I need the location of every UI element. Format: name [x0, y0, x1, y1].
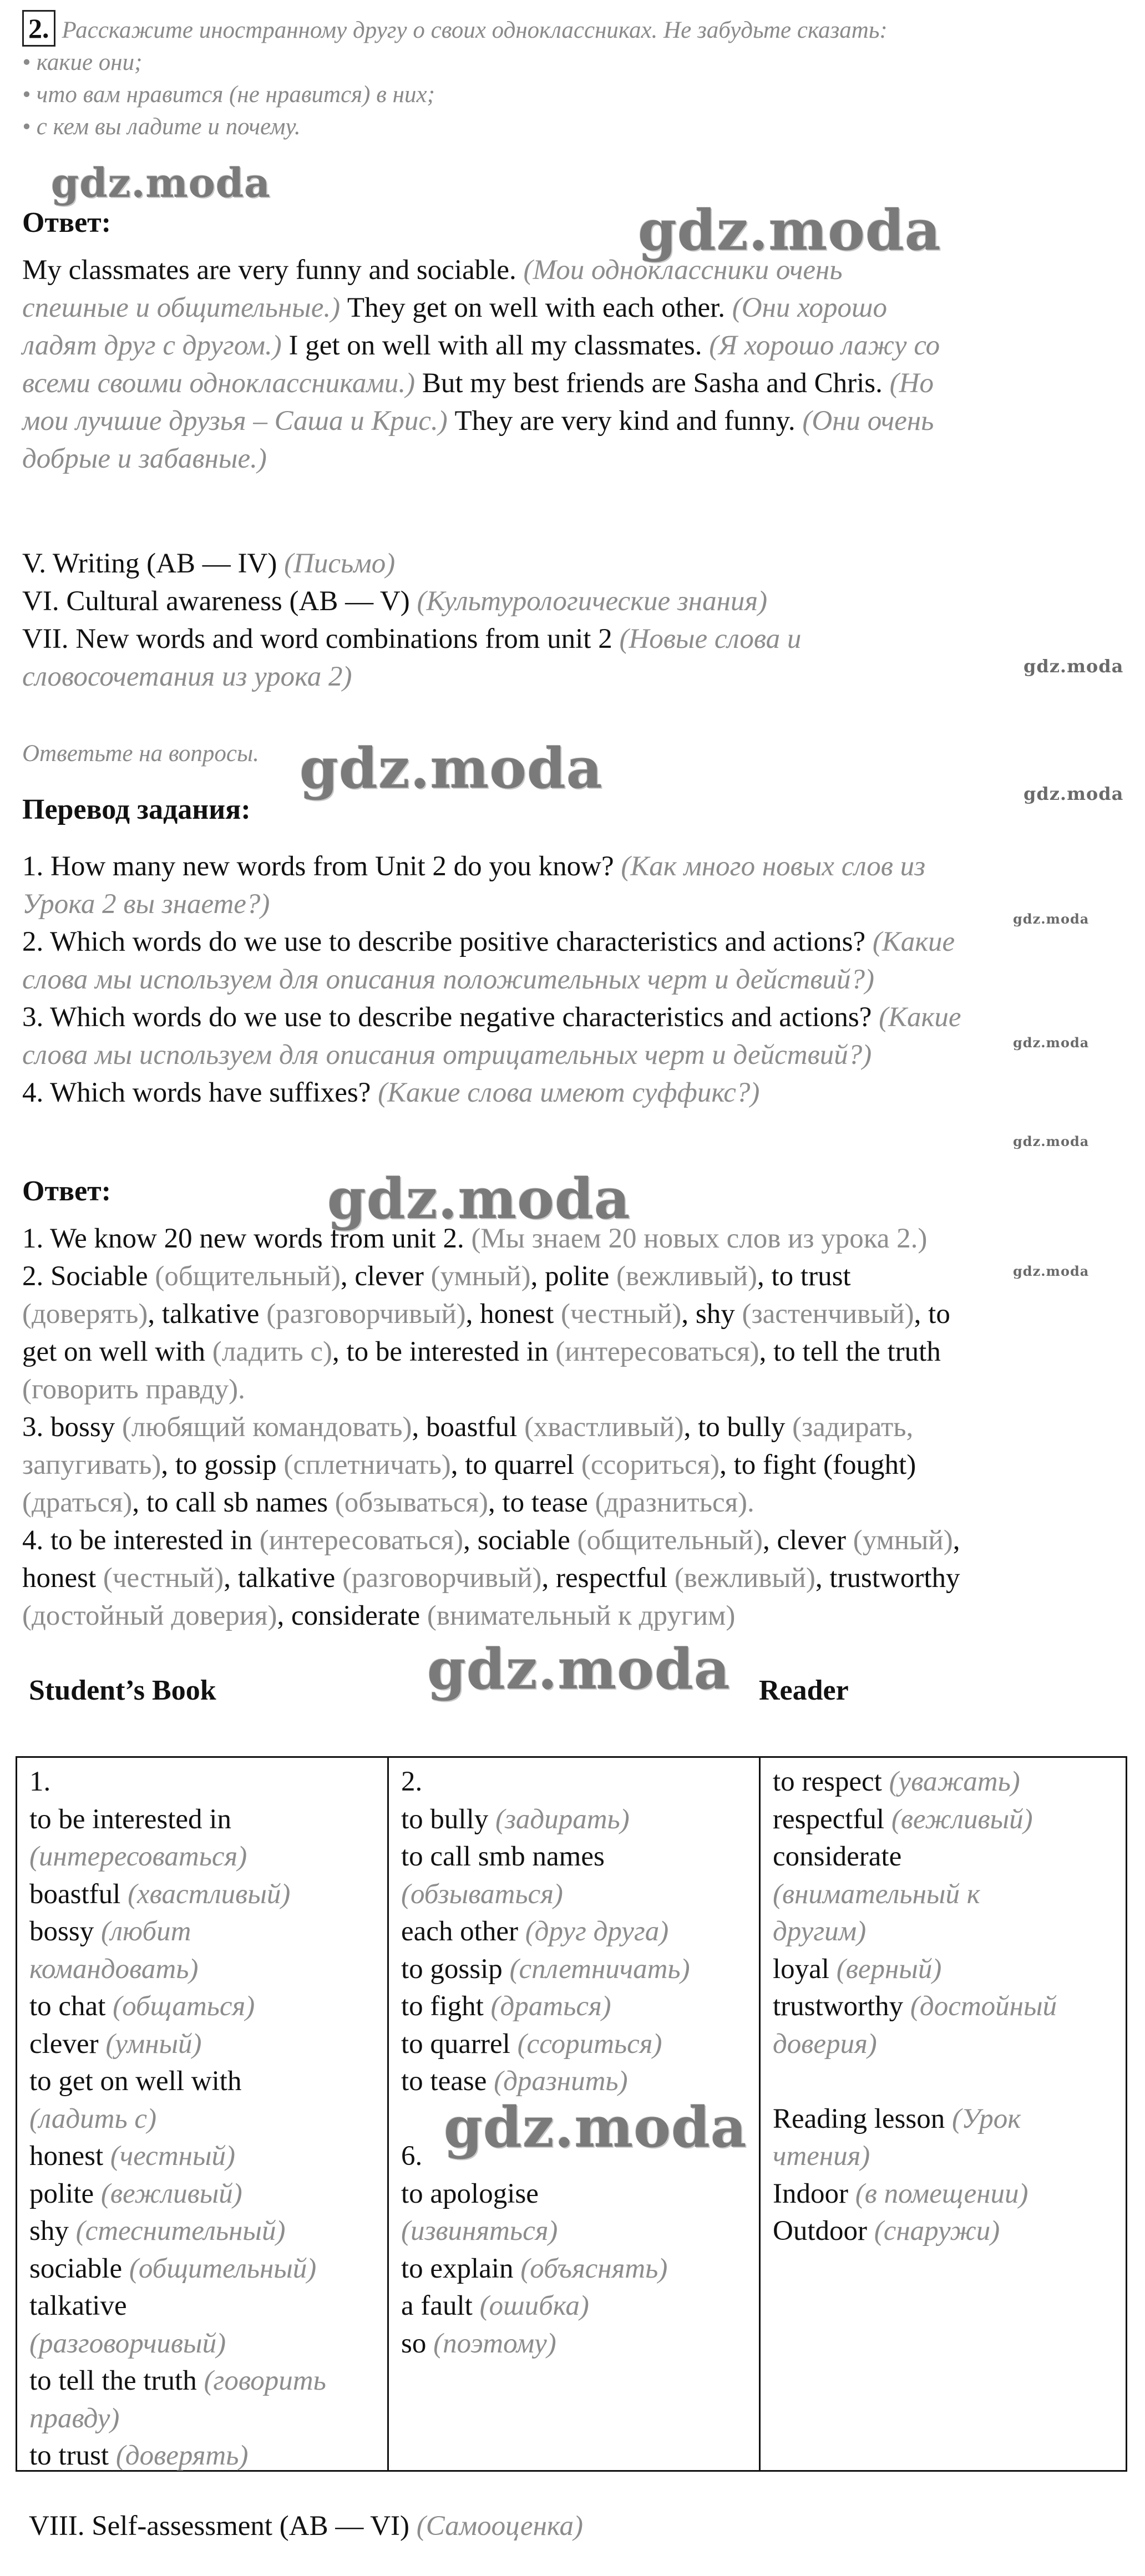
english-text: , boastful	[412, 1412, 525, 1443]
text-line	[29, 2138, 387, 2176]
translation-text: (доверять)	[22, 1299, 148, 1330]
english-text: honest	[22, 1563, 103, 1594]
english-text: , talkative	[148, 1299, 267, 1330]
text-line	[22, 1371, 1121, 1408]
text-line	[29, 2437, 387, 2475]
watermark: gdz.moda	[444, 2095, 747, 2160]
translation-text: (Но	[889, 368, 934, 399]
text-line	[22, 1597, 1121, 1635]
translation-text: доверия)	[773, 2028, 877, 2060]
translation-text: (внимательный к другим)	[427, 1600, 736, 1631]
text-line	[22, 885, 1121, 923]
translation-text: (сплетничать)	[283, 1449, 451, 1480]
text-line	[22, 1295, 1121, 1333]
text-line	[22, 656, 1124, 696]
text-line	[29, 2507, 1127, 2545]
task-number: 2.	[22, 10, 55, 47]
english-text: , talkative	[224, 1563, 343, 1594]
text-line	[29, 1763, 387, 1801]
english-text: considerate	[773, 1841, 902, 1872]
answer-1-heading-block	[22, 205, 1121, 241]
text-line	[401, 2213, 759, 2250]
text-line	[773, 1838, 1127, 1876]
english-text: , clever	[762, 1525, 853, 1556]
watermark: gdz.moda	[1013, 911, 1090, 927]
text-line	[22, 1408, 1121, 1446]
translation-text: командовать)	[29, 1953, 199, 1985]
english-text: , to gossip	[161, 1449, 284, 1480]
english-text: respectful	[773, 1803, 891, 1835]
english-text: 1. We know 20 new words from unit 2.	[22, 1223, 472, 1254]
text-line	[773, 1913, 1127, 1951]
english-text: But my best friends are Sasha and Chris.	[422, 368, 890, 399]
text-line	[29, 2325, 387, 2363]
text-line	[29, 2176, 387, 2213]
text-line	[29, 2362, 387, 2400]
translation-text: слова мы используем для описания положительных черт и действий?)	[22, 964, 875, 995]
watermark: gdz.moda	[327, 1166, 631, 1231]
translation-text: (сплетничать)	[509, 1953, 690, 1985]
translation-text: всеми своими одноклассниками.)	[22, 368, 422, 399]
text-line	[773, 1951, 1127, 1989]
text-line	[22, 1559, 1121, 1597]
english-text: , respectful	[541, 1563, 675, 1594]
text-line	[401, 1838, 759, 1876]
english-text: to gossip	[401, 1953, 510, 1985]
translation-text: (умный)	[430, 1261, 531, 1292]
answer-heading: Ответ:	[22, 207, 112, 239]
translation-text: (ссориться)	[517, 2028, 662, 2060]
english-text: , shy	[681, 1299, 742, 1330]
english-text: to chat	[29, 1991, 113, 2022]
english-text: , to bully	[683, 1412, 793, 1443]
text-line	[22, 327, 1121, 364]
english-text: , trustworthy	[815, 1563, 960, 1594]
watermark: gdz.moda	[1013, 1035, 1090, 1051]
english-text: to get on well with	[29, 2066, 242, 2097]
translation-text: (дразниться).	[595, 1487, 754, 1518]
text-line	[29, 2213, 387, 2250]
text-line	[773, 1988, 1127, 2026]
translation-text: (любящий командовать)	[121, 1412, 412, 1443]
english-text: boastful	[29, 1878, 128, 1910]
watermark: gdz.moda	[427, 1636, 731, 1702]
translation-text: (Урок	[951, 2103, 1021, 2134]
translation-text: (обзываться)	[401, 1878, 563, 1910]
english-text: , to fight (fought)	[720, 1449, 916, 1480]
english-text: a fault	[401, 2290, 480, 2321]
translation-text: (умный)	[105, 2028, 202, 2060]
english-text: 3. bossy	[22, 1412, 122, 1443]
translation-text: (интересоваться)	[555, 1336, 759, 1367]
translation-text: (задирать,	[792, 1412, 914, 1443]
text-line	[29, 1913, 387, 1951]
translation-text: (внимательный к	[773, 1878, 980, 1910]
text-line	[773, 2063, 1127, 2101]
translation-text: (Письмо)	[284, 548, 396, 579]
english-text: 6.	[401, 2141, 423, 2172]
translation-text: (снаружи)	[874, 2215, 1000, 2247]
questions-list	[22, 848, 1121, 1112]
english-text: 4. Which words have suffixes?	[22, 1077, 378, 1108]
text-line	[773, 2213, 1127, 2250]
translation-text: (ссориться)	[581, 1449, 720, 1480]
english-text: , to tell the truth	[759, 1336, 941, 1367]
text-line	[22, 289, 1121, 327]
english-text: , to call sb names	[132, 1487, 335, 1518]
text-line	[29, 2400, 387, 2438]
text-line	[773, 2176, 1127, 2213]
english-text: to tease	[401, 2066, 494, 2097]
translation-text: (честный)	[103, 1563, 224, 1594]
english-text: trustworthy	[773, 1991, 910, 2022]
translation-text: (Какие	[879, 1002, 961, 1033]
english-text: They get on well with each other.	[347, 292, 732, 323]
translation-text: (уважать)	[889, 1766, 1020, 1797]
translation-text: (верный)	[836, 1953, 942, 1985]
translation-text: (Я хорошо лажу со	[709, 330, 940, 361]
translation-text: (общительный)	[577, 1525, 763, 1556]
text-line	[29, 1876, 387, 1914]
english-text: to explain	[401, 2253, 521, 2284]
english-text: 2. Which words do we use to describe positive characteristics and actions?	[22, 926, 873, 957]
translation-text: (Как много новых слов из	[621, 851, 925, 882]
footer-block	[29, 2507, 1127, 2545]
translation-text: запугивать)	[22, 1449, 161, 1480]
text-line	[773, 2026, 1127, 2063]
english-text: I get on well with all my classmates.	[288, 330, 710, 361]
english-text: sociable	[29, 2253, 129, 2284]
translation-text: (умный)	[853, 1525, 953, 1556]
translation-text: другим)	[773, 1916, 867, 1947]
translation-text: (Мы знаем 20 новых слов из урока 2.)	[471, 1223, 928, 1254]
text-line	[22, 620, 1121, 658]
text-line	[22, 998, 1121, 1036]
english-text: polite	[29, 2178, 101, 2209]
english-text: to tell the truth	[29, 2365, 204, 2396]
translation-text: (Они очень	[802, 405, 934, 437]
english-text: to call smb names	[401, 1841, 605, 1872]
translation-text: (общительный)	[129, 2253, 317, 2284]
translation-text: (вежливый)	[891, 1803, 1033, 1835]
translation-text: (поэтому)	[433, 2327, 556, 2359]
translation-text: слова мы используем для описания отрицательных черт и действий?)	[22, 1039, 872, 1071]
english-text: V. Writing (AB — IV)	[22, 548, 285, 579]
text-line	[29, 1988, 387, 2026]
translation-text: (друг друга)	[525, 1916, 669, 1947]
text-line	[22, 545, 1121, 582]
table-header-left-block	[29, 1673, 473, 1708]
english-text: clever	[29, 2028, 106, 2060]
text-line	[773, 1763, 1127, 1801]
text-line	[401, 2176, 759, 2213]
translation-text: (говорить правду).	[22, 1374, 245, 1405]
text-line	[22, 1522, 1121, 1559]
english-text: 2. Sociable	[22, 1261, 155, 1292]
english-text: Outdoor	[773, 2215, 874, 2247]
text-line	[29, 1838, 387, 1876]
english-text: to trust	[29, 2440, 116, 2471]
english-text: , clever	[340, 1261, 431, 1292]
english-text: , polite	[530, 1261, 616, 1292]
translation-text: (любит	[100, 1916, 191, 1947]
translation-text: (задирать)	[495, 1803, 630, 1835]
translation-text: добрые и забавные.)	[22, 443, 267, 474]
task-bullet: • что вам нравится (не нравится) в них;	[22, 82, 435, 108]
task-bullet: • какие они;	[22, 49, 143, 75]
watermark: gdz.moda	[1024, 656, 1124, 677]
english-text: ,	[953, 1525, 960, 1556]
english-text: to quarrel	[401, 2028, 518, 2060]
english-text: , to be interested in	[332, 1336, 556, 1367]
text-line	[22, 923, 1121, 961]
text-line	[22, 961, 1121, 998]
task-instruction: 2. Расскажите иностранному другу о своих одноклассниках. Не забудьте сказать:	[22, 10, 1121, 47]
translation-text: словосочетания из урока 2)	[22, 661, 352, 692]
text-line	[22, 440, 1121, 478]
text-line	[29, 2026, 387, 2063]
table-header-reader: Reader	[759, 1675, 849, 1706]
english-text: My classmates are very funny and sociable.	[22, 255, 524, 286]
text-line	[29, 2288, 387, 2325]
translation-text: (ошибка)	[479, 2290, 589, 2321]
text-line	[401, 1763, 759, 1801]
english-text: 1. How many new words from Unit 2 do you know?	[22, 851, 621, 882]
translation-text: (Они хорошо	[732, 292, 888, 323]
translation-text: (Какие	[872, 926, 955, 957]
text-line	[401, 2026, 759, 2063]
text-line	[401, 2325, 759, 2363]
translation-text: (разговорчивый)	[342, 1563, 542, 1594]
translation-text: (дразнить)	[494, 2066, 628, 2097]
english-text: VIII. Self-assessment (AB — VI)	[29, 2511, 417, 2542]
watermark: gdz.moda	[300, 736, 603, 801]
english-text: VI. Cultural awareness (AB — V)	[22, 586, 417, 617]
english-text: 4. to be interested in	[22, 1525, 260, 1556]
translation-text: (извиняться)	[401, 2215, 558, 2247]
english-text: , to	[914, 1299, 950, 1330]
translation-text: (доверять)	[115, 2440, 249, 2471]
english-text: to apologise	[401, 2178, 539, 2209]
translation-text: (хвастливый)	[524, 1412, 684, 1443]
watermark: gdz.moda	[1013, 1263, 1090, 1279]
english-text: so	[401, 2327, 434, 2359]
english-text: talkative	[29, 2290, 127, 2321]
text-line	[29, 2250, 387, 2288]
text-line	[401, 1988, 759, 2026]
answer-heading: Ответ:	[22, 1175, 112, 1207]
translation-text: правду)	[29, 2402, 120, 2434]
translation-text: (хвастливый)	[128, 1878, 291, 1910]
watermark: gdz.moda	[1024, 783, 1124, 804]
text-line	[401, 1876, 759, 1914]
task-bullet: • с кем вы ладите и почему.	[22, 114, 301, 140]
translation-text: (объяснять)	[520, 2253, 668, 2284]
text-line	[773, 2101, 1127, 2138]
text-line	[22, 1036, 1121, 1074]
text-line	[22, 364, 1121, 402]
vocabulary-column-3	[761, 1758, 1127, 2470]
english-text: They are very kind and funny.	[454, 405, 803, 437]
english-text: 2.	[401, 1766, 423, 1797]
text-line	[22, 848, 1121, 885]
text-line	[29, 2101, 387, 2138]
english-text: honest	[29, 2141, 110, 2172]
answer-2-text	[22, 1220, 1121, 1635]
text-line	[29, 1951, 387, 1989]
translation-text: (говорить	[204, 2365, 326, 2396]
text-line	[22, 582, 1121, 620]
text-line	[773, 2138, 1127, 2176]
english-text: , considerate	[277, 1600, 427, 1631]
translation-text: (Мои одноклассники очень	[523, 255, 843, 286]
translation-text: (стеснительный)	[75, 2215, 286, 2247]
text-line	[22, 1333, 1121, 1371]
translation-text: (интересоваться)	[259, 1525, 464, 1556]
translation-heading: Перевод задания:	[22, 794, 251, 825]
text-line	[401, 1913, 759, 1951]
english-text: to be interested in	[29, 1803, 231, 1835]
translation-text: (Культурологические знания)	[417, 586, 768, 617]
translation-text: (ладить с)	[212, 1336, 333, 1367]
english-text: VII. New words and word combinations from unit 2	[22, 623, 620, 655]
translation-text: (Новые слова и	[619, 623, 802, 655]
english-text: to bully	[401, 1803, 496, 1835]
translation-text: (застенчивый)	[742, 1299, 914, 1330]
translation-text: (ладить с)	[29, 2103, 157, 2134]
text-line	[29, 1801, 387, 1839]
text-line	[401, 2288, 759, 2325]
english-text: , to trust	[757, 1261, 851, 1292]
text-line	[22, 1074, 1121, 1112]
english-text: bossy	[29, 1916, 101, 1947]
english-text: to fight	[401, 1991, 491, 2022]
text-line	[773, 1801, 1127, 1839]
text-line	[22, 1446, 1121, 1484]
translation-text: Урока 2 вы знаете?)	[22, 889, 270, 920]
translation-text: (Самооценка)	[416, 2511, 583, 2542]
english-text: to respect	[773, 1766, 889, 1797]
translation-text: (общаться)	[113, 1991, 255, 2022]
english-text: get on well with	[22, 1336, 212, 1367]
translation-text: (драться)	[490, 1991, 611, 2022]
english-text: Reading lesson	[773, 2103, 952, 2134]
english-text: , honest	[465, 1299, 561, 1330]
english-text: , sociable	[463, 1525, 577, 1556]
translation-text: (разговорчивый)	[266, 1299, 466, 1330]
translation-text: (достойный доверия)	[22, 1600, 277, 1631]
table-header-right-block	[759, 1673, 981, 1708]
text-line	[773, 1876, 1127, 1914]
vocabulary-column-1	[17, 1758, 389, 2470]
translation-text: чтения)	[773, 2141, 870, 2172]
english-text: Indoor	[773, 2178, 855, 2209]
translation-text: (Какие слова имеют суффикс?)	[378, 1077, 760, 1108]
english-text: loyal	[773, 1953, 837, 1985]
translation-text: (честный)	[110, 2141, 235, 2172]
english-text: 3. Which words do we use to describe negative characteristics and actions?	[22, 1002, 879, 1033]
answer-1-text	[22, 251, 1121, 478]
section-list	[22, 545, 1124, 696]
english-text: , to quarrel	[450, 1449, 581, 1480]
translation-text: (общительный)	[155, 1261, 341, 1292]
text-line	[401, 2250, 759, 2288]
translation-text: (обзываться)	[335, 1487, 488, 1518]
text-line	[22, 1484, 1121, 1522]
translation-text: ладят друг с другом.)	[22, 330, 289, 361]
translation-text: (достойный	[910, 1991, 1057, 2022]
task-block	[22, 10, 1121, 143]
english-text: shy	[29, 2215, 76, 2247]
translation-text: спешные и общительные.)	[22, 292, 347, 323]
text-line	[22, 1257, 1121, 1295]
translation-text: (вежливый)	[616, 1261, 757, 1292]
english-text: each other	[401, 1916, 525, 1947]
text-line	[29, 2063, 387, 2101]
translation-text: (честный)	[561, 1299, 682, 1330]
translation-text: (вежливый)	[674, 1563, 815, 1594]
text-line	[401, 1801, 759, 1839]
watermark: gdz.moda	[51, 159, 271, 206]
translation-text: (интересоваться)	[29, 1841, 247, 1872]
text-line	[22, 251, 1121, 289]
watermark: gdz.moda	[1013, 1133, 1090, 1149]
translation-text: (вежливый)	[100, 2178, 242, 2209]
english-text: , to tease	[488, 1487, 595, 1518]
english-text: 1.	[29, 1766, 51, 1797]
questions-prompt: Ответьте на вопросы.	[22, 741, 259, 767]
table-header-students-book: Student’s Book	[29, 1675, 216, 1706]
translation-text: (драться)	[22, 1487, 133, 1518]
watermark: gdz.moda	[638, 197, 941, 263]
translation-text: (в помещении)	[855, 2178, 1029, 2209]
text-line	[22, 402, 1121, 440]
translation-text: мои лучшие друзья – Саша и Крис.)	[22, 405, 455, 437]
translation-text: (разговорчивый)	[29, 2327, 226, 2359]
text-line	[401, 1951, 759, 1989]
